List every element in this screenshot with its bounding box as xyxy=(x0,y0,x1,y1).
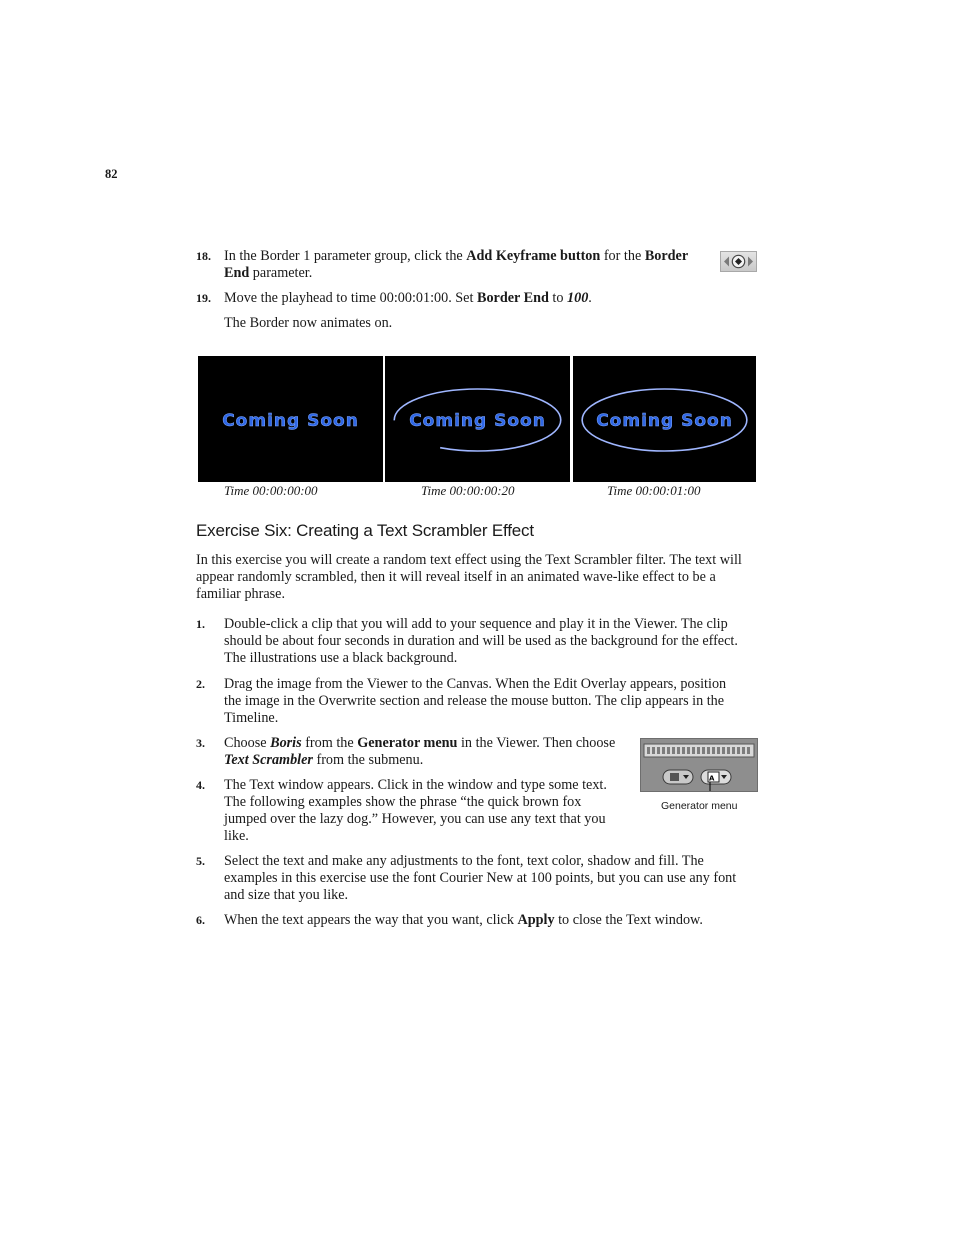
coming-soon-frame-image xyxy=(385,356,570,482)
step-number: 19. xyxy=(196,291,211,305)
text-run: from the submenu. xyxy=(312,752,424,768)
text-run: When the text appears the way that you want, click xyxy=(224,912,518,928)
frame-3 xyxy=(573,356,756,482)
frame-caption: Time 00:00:00:20 xyxy=(421,483,515,498)
step-text: Select the text and make any adjustments to the font, text color, shadow and fill. The examples in this exercise use the font Courier New at 100 points, but you can use any font and size that you like. xyxy=(224,853,737,903)
step-number: 5. xyxy=(196,854,205,868)
add-keyframe-icon xyxy=(720,251,757,272)
step-text xyxy=(224,912,758,929)
bold-term: Generator menu xyxy=(357,735,458,751)
coming-soon-text: Coming Soon xyxy=(409,411,546,431)
step-number: 2. xyxy=(196,677,205,691)
bold-term: Add Keyframe button xyxy=(466,248,601,264)
step-number: 3. xyxy=(196,736,205,750)
step-number: 18. xyxy=(196,249,211,263)
coming-soon-frame-image xyxy=(573,356,756,482)
bold-term: Border xyxy=(644,248,689,264)
text-run: Choose xyxy=(224,735,271,751)
text-run: in the Viewer. Then choose xyxy=(457,735,616,751)
frame-caption: Time 00:00:00:00 xyxy=(224,483,318,498)
step-18-text xyxy=(224,248,704,282)
bold-term: Apply xyxy=(517,912,555,928)
step-number: 6. xyxy=(196,913,205,927)
bold-term: 100 xyxy=(567,290,589,306)
step-text: The Text window appears. Click in the window and type some text. The following examples show the phrase “the quick brown fox jumped over the lazy dog.” However, you can use any text that you like. xyxy=(224,777,607,844)
step-number: 4. xyxy=(196,778,205,792)
section-heading: Exercise Six: Creating a Text Scrambler Effect xyxy=(196,521,534,540)
text-run: for the xyxy=(600,248,645,264)
intro-paragraph: In this exercise you will create a random text effect using the Text Scrambler filter. The text will appear randomly scrambled, then it will reveal itself in an animated wave-like effect to be a familiar phrase. xyxy=(196,552,742,602)
generator-menu-caption: Generator menu xyxy=(661,800,738,812)
bold-term: Border End xyxy=(476,290,549,306)
text-run: parameter. xyxy=(249,265,313,281)
generator-menu-screenshot xyxy=(640,738,758,792)
step-text: Double-click a clip that you will add to your sequence and play it in the Viewer. The clip should be about four seconds in duration and will be used as the background for the effect. The illustrations use a black background. xyxy=(224,616,738,666)
coming-soon-text: Coming Soon xyxy=(596,411,733,431)
text-run: from the xyxy=(301,735,358,751)
text-run: to close the Text window. xyxy=(554,912,703,928)
step-19-text xyxy=(224,290,754,307)
coming-soon-text: Coming Soon xyxy=(222,411,359,431)
step-text xyxy=(224,735,618,769)
bold-term: Text Scrambler xyxy=(224,752,313,768)
page-number: 82 xyxy=(105,167,118,181)
step-number: 1. xyxy=(196,617,205,631)
text-run: Move the playhead to time 00:00:01:00. Set xyxy=(224,290,477,306)
bold-term: End xyxy=(224,265,250,281)
text-run: . xyxy=(588,290,592,306)
frame-2 xyxy=(385,356,570,482)
frame-1 xyxy=(198,356,383,482)
coming-soon-frame-image xyxy=(198,356,383,482)
border-note: The Border now animates on. xyxy=(224,315,393,331)
bold-term: Boris xyxy=(270,735,302,751)
svg-text:A: A xyxy=(709,774,715,783)
text-run: In the Border 1 parameter group, click the xyxy=(224,248,467,264)
text-run: to xyxy=(548,290,567,306)
frame-caption: Time 00:00:01:00 xyxy=(607,483,701,498)
step-text: Drag the image from the Viewer to the Canvas. When the Edit Overlay appears, position the image in the Overwrite section and release the mouse button. The clip appears in the Timeline. xyxy=(224,676,727,726)
